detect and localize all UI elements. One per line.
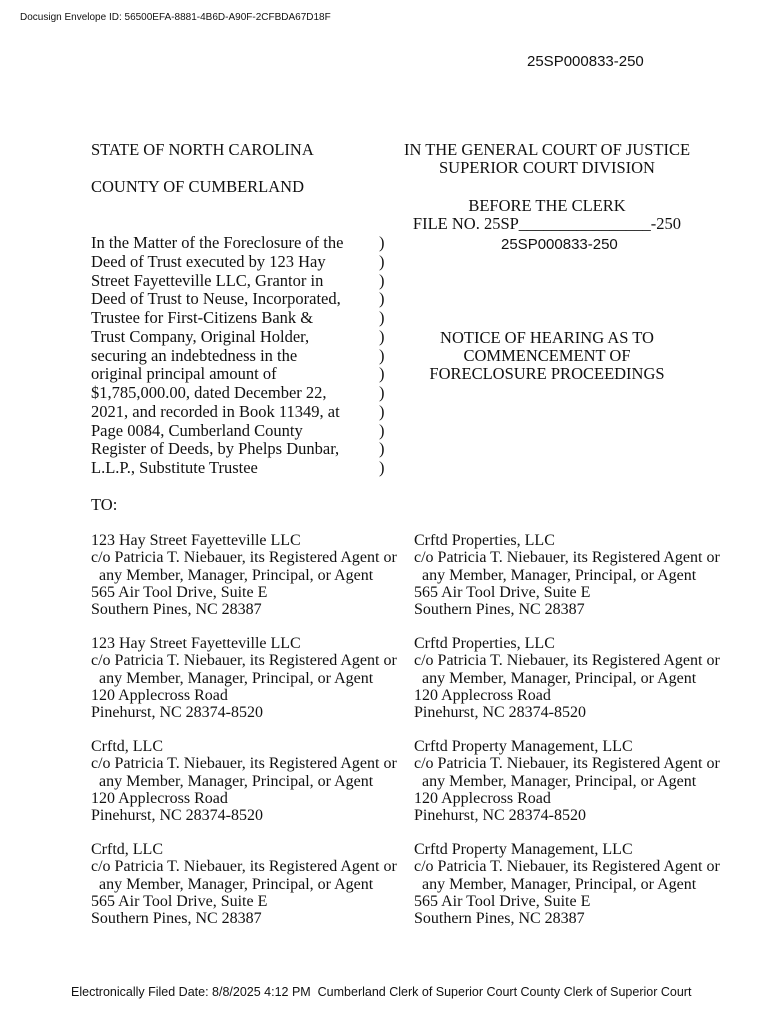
electronic-filing-footer: Electronically Filed Date: 8/8/2025 4:12 PM Cumberland Clerk of Superior Court County Clerk of Superior Court <box>71 985 692 999</box>
recipient-address-block <box>414 532 737 618</box>
caption-bracket: ) <box>379 420 385 440</box>
notice-title-line: NOTICE OF HEARING AS TO <box>440 328 654 347</box>
caption-bracket: ) <box>379 401 385 421</box>
caption-bracket: ) <box>379 308 385 327</box>
recipient-agent-line: any Member, Manager, Principal, or Agent <box>99 566 374 584</box>
docusign-envelope-id: Docusign Envelope ID: 56500EFA-8881-4B6D-A90F-2CFBDA67D18F <box>20 12 331 23</box>
recipient-address-block <box>414 841 737 927</box>
recipient-address-block <box>91 635 414 721</box>
recipient-address-block <box>91 841 414 927</box>
recipient-address-block <box>91 738 414 824</box>
recipient-city-state-zip: Pinehurst, NC 28374-8520 <box>91 807 263 824</box>
recipient-agent-line: any Member, Manager, Principal, or Agent <box>99 875 374 893</box>
recipient-street: 120 Applecross Road <box>414 686 551 704</box>
recipient-name: Crftd, LLC <box>91 738 163 755</box>
recipient-city-state-zip: Southern Pines, NC 28387 <box>91 601 262 618</box>
recipient-name: Crftd, LLC <box>91 841 163 858</box>
recipient-name: 123 Hay Street Fayetteville LLC <box>91 532 301 549</box>
matter-line: L.L.P., Substitute Trustee <box>91 458 258 477</box>
caption-file-number: FILE NO. 25SP________________-250 <box>412 214 682 233</box>
recipient-name: Crftd Properties, LLC <box>414 532 555 549</box>
caption-bracket: ) <box>379 383 385 402</box>
caption-bracket: ) <box>379 251 385 271</box>
matter-line: Trustee for First-Citizens Bank & <box>91 308 314 327</box>
recipient-name: 123 Hay Street Fayetteville LLC <box>91 635 301 652</box>
caption-state: STATE OF NORTH CAROLINA <box>91 140 314 159</box>
caption-county: COUNTY OF CUMBERLAND <box>91 177 304 196</box>
recipient-city-state-zip: Pinehurst, NC 28374-8520 <box>91 704 263 721</box>
matter-line: Deed of Trust executed by 123 Hay <box>91 251 326 271</box>
recipient-care-of: c/o Patricia T. Niebauer, its Registered Agent or <box>414 549 720 567</box>
matter-line: Register of Deeds, by Phelps Dunbar, <box>91 439 340 459</box>
to-label: TO: <box>91 495 118 514</box>
recipient-street: 120 Applecross Road <box>91 789 228 807</box>
recipient-care-of: c/o Patricia T. Niebauer, its Registered Agent or <box>91 549 397 567</box>
recipient-city-state-zip: Southern Pines, NC 28387 <box>91 910 262 927</box>
recipient-list <box>91 532 737 927</box>
recipient-city-state-zip: Pinehurst, NC 28374-8520 <box>414 807 586 824</box>
matter-line: Street Fayetteville LLC, Grantor in <box>91 270 324 290</box>
recipient-address-block <box>414 635 737 721</box>
recipient-street: 120 Applecross Road <box>414 789 551 807</box>
caption-bracket: ) <box>379 289 385 309</box>
matter-line: securing an indebtedness in the <box>91 345 298 365</box>
caption-bracket: ) <box>379 270 385 290</box>
matter-line: Page 0084, Cumberland County <box>91 420 303 440</box>
matter-line: original principal amount of <box>91 364 277 384</box>
recipient-agent-line: any Member, Manager, Principal, or Agent <box>422 772 697 790</box>
recipient-name: Crftd Property Management, LLC <box>414 841 633 858</box>
notice-title <box>397 329 697 383</box>
notice-title-line: COMMENCEMENT OF <box>463 346 631 365</box>
recipient-street: 565 Air Tool Drive, Suite E <box>414 583 591 601</box>
matter-line: $1,785,000.00, dated December 22, <box>91 383 327 402</box>
caption-bracket: ) <box>379 326 385 346</box>
recipient-name: Crftd Properties, LLC <box>414 635 555 652</box>
caption-bracket: ) <box>379 345 385 365</box>
caption-before-clerk: BEFORE THE CLERK <box>468 196 626 215</box>
recipient-city-state-zip: Southern Pines, NC 28387 <box>414 601 585 618</box>
recipient-city-state-zip: Southern Pines, NC 28387 <box>414 910 585 927</box>
caption-bracket: ) <box>379 439 385 459</box>
recipient-street: 565 Air Tool Drive, Suite E <box>414 892 591 910</box>
caption-division: SUPERIOR COURT DIVISION <box>439 158 655 177</box>
recipient-care-of: c/o Patricia T. Niebauer, its Registered Agent or <box>414 858 720 876</box>
recipient-care-of: c/o Patricia T. Niebauer, its Registered Agent or <box>414 652 720 670</box>
recipient-street: 565 Air Tool Drive, Suite E <box>91 583 268 601</box>
recipient-address-block <box>91 532 414 618</box>
file-number-stamp: 25SP000833-250 <box>501 236 618 253</box>
recipient-care-of: c/o Patricia T. Niebauer, its Registered Agent or <box>414 755 720 773</box>
recipient-street: 120 Applecross Road <box>91 686 228 704</box>
recipient-agent-line: any Member, Manager, Principal, or Agent <box>422 566 697 584</box>
caption-bracket: ) <box>379 233 385 252</box>
recipient-care-of: c/o Patricia T. Niebauer, its Registered Agent or <box>91 755 397 773</box>
recipient-agent-line: any Member, Manager, Principal, or Agent <box>422 875 697 893</box>
recipient-agent-line: any Member, Manager, Principal, or Agent <box>422 669 697 687</box>
recipient-agent-line: any Member, Manager, Principal, or Agent <box>99 669 374 687</box>
recipient-care-of: c/o Patricia T. Niebauer, its Registered Agent or <box>91 858 397 876</box>
caption-court: IN THE GENERAL COURT OF JUSTICE <box>403 140 691 159</box>
matter-line: In the Matter of the Foreclosure of the <box>91 233 344 252</box>
caption-brackets <box>379 234 385 478</box>
matter-line: 2021, and recorded in Book 11349, at <box>91 401 340 421</box>
recipient-city-state-zip: Pinehurst, NC 28374-8520 <box>414 704 586 721</box>
recipient-agent-line: any Member, Manager, Principal, or Agent <box>99 772 374 790</box>
matter-line: Trust Company, Original Holder, <box>91 326 310 346</box>
recipient-name: Crftd Property Management, LLC <box>414 738 633 755</box>
caption-bracket: ) <box>379 458 385 477</box>
notice-title-line: FORECLOSURE PROCEEDINGS <box>429 364 665 383</box>
recipient-address-block <box>414 738 737 824</box>
recipient-street: 565 Air Tool Drive, Suite E <box>91 892 268 910</box>
header-file-number: 25SP000833-250 <box>527 53 644 70</box>
recipient-care-of: c/o Patricia T. Niebauer, its Registered Agent or <box>91 652 397 670</box>
matter-caption <box>91 234 343 478</box>
caption-bracket: ) <box>379 364 385 384</box>
matter-line: Deed of Trust to Neuse, Incorporated, <box>91 289 341 309</box>
